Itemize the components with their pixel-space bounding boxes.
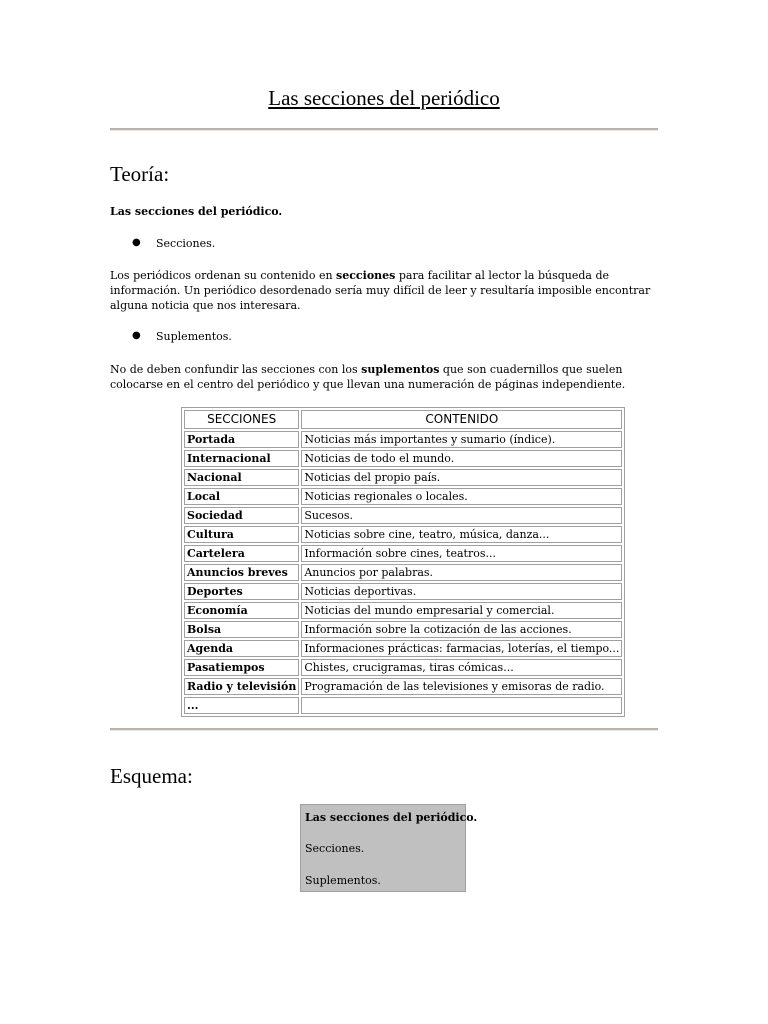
page-title: Las secciones del periódico bbox=[268, 86, 500, 110]
table-row bbox=[184, 488, 622, 505]
table-row bbox=[184, 526, 622, 543]
divider bbox=[110, 128, 658, 131]
section-name: Sociedad bbox=[184, 507, 299, 524]
section-name: Radio y televisión bbox=[184, 678, 299, 695]
table-row bbox=[184, 450, 622, 467]
section-content: Noticias del propio país. bbox=[301, 469, 622, 486]
section-content bbox=[301, 697, 622, 714]
table-row bbox=[184, 507, 622, 524]
paragraph-secciones bbox=[110, 268, 660, 313]
para-text: que son cuadernillos que suelen colocarse en el centro del periódico y que llevan una numeración de páginas independiente. bbox=[110, 363, 626, 391]
theory-heading: Teoría: bbox=[110, 162, 170, 186]
schema-title: Las secciones del periódico. bbox=[305, 811, 478, 824]
section-name: Portada bbox=[184, 431, 299, 448]
table-row bbox=[184, 469, 622, 486]
section-content: Noticias más importantes y sumario (índice). bbox=[301, 431, 622, 448]
schema-box bbox=[300, 804, 478, 892]
schema-item: Secciones. bbox=[305, 842, 365, 855]
para-text: para facilitar al lector la búsqueda de información. Un periódico desordenado sería muy difícil de leer y resultaría imposible encontrar alguna noticia que nos interesara. bbox=[110, 269, 651, 312]
sections-table bbox=[181, 407, 625, 717]
table-row bbox=[184, 678, 622, 695]
section-content: Noticias de todo el mundo. bbox=[301, 450, 622, 467]
table-row bbox=[184, 602, 622, 619]
section-name: Internacional bbox=[184, 450, 299, 467]
section-content: Noticias deportivas. bbox=[301, 583, 622, 600]
table-row bbox=[184, 697, 622, 714]
section-name: Cultura bbox=[184, 526, 299, 543]
header-secciones: SECCIONES bbox=[184, 410, 299, 429]
header-contenido: CONTENIDO bbox=[301, 410, 622, 429]
paragraph-suplementos bbox=[110, 362, 660, 392]
schema-item: Suplementos. bbox=[305, 874, 381, 887]
section-name: Economía bbox=[184, 602, 299, 619]
table-row bbox=[184, 431, 622, 448]
bullet-label: Suplementos. bbox=[156, 330, 232, 343]
section-name: ... bbox=[184, 697, 299, 714]
table-row bbox=[184, 659, 622, 676]
table-header-row bbox=[184, 410, 622, 429]
section-content: Informaciones prácticas: farmacias, loterías, el tiempo... bbox=[301, 640, 622, 657]
bullet-label: Secciones. bbox=[156, 237, 216, 250]
bullet-dot-icon: ● bbox=[132, 330, 141, 341]
section-name: Anuncios breves bbox=[184, 564, 299, 581]
section-subtitle: Las secciones del periódico. bbox=[110, 205, 283, 218]
section-content: Noticias sobre cine, teatro, música, danza... bbox=[301, 526, 622, 543]
para-text: No de deben confundir las secciones con los bbox=[110, 363, 362, 376]
table-row bbox=[184, 564, 622, 581]
section-name: Nacional bbox=[184, 469, 299, 486]
bullet-dot-icon: ● bbox=[132, 237, 141, 248]
section-content: Chistes, crucigramas, tiras cómicas... bbox=[301, 659, 622, 676]
table-row bbox=[184, 621, 622, 638]
table-row bbox=[184, 545, 622, 562]
section-name: Local bbox=[184, 488, 299, 505]
section-name: Cartelera bbox=[184, 545, 299, 562]
para-bold: suplementos bbox=[361, 363, 440, 376]
section-name: Agenda bbox=[184, 640, 299, 657]
para-text: Los periódicos ordenan su contenido en bbox=[110, 269, 337, 282]
table-row bbox=[184, 583, 622, 600]
section-content: Información sobre la cotización de las acciones. bbox=[301, 621, 622, 638]
section-content: Noticias del mundo empresarial y comercial. bbox=[301, 602, 622, 619]
divider bbox=[110, 728, 658, 731]
para-bold: secciones bbox=[336, 269, 396, 282]
section-content: Información sobre cines, teatros... bbox=[301, 545, 622, 562]
section-content: Programación de las televisiones y emisoras de radio. bbox=[301, 678, 622, 695]
section-name: Pasatiempos bbox=[184, 659, 299, 676]
section-content: Anuncios por palabras. bbox=[301, 564, 622, 581]
section-name: Deportes bbox=[184, 583, 299, 600]
section-name: Bolsa bbox=[184, 621, 299, 638]
section-content: Sucesos. bbox=[301, 507, 622, 524]
table-row bbox=[184, 640, 622, 657]
section-content: Noticias regionales o locales. bbox=[301, 488, 622, 505]
schema-heading: Esquema: bbox=[110, 764, 193, 788]
